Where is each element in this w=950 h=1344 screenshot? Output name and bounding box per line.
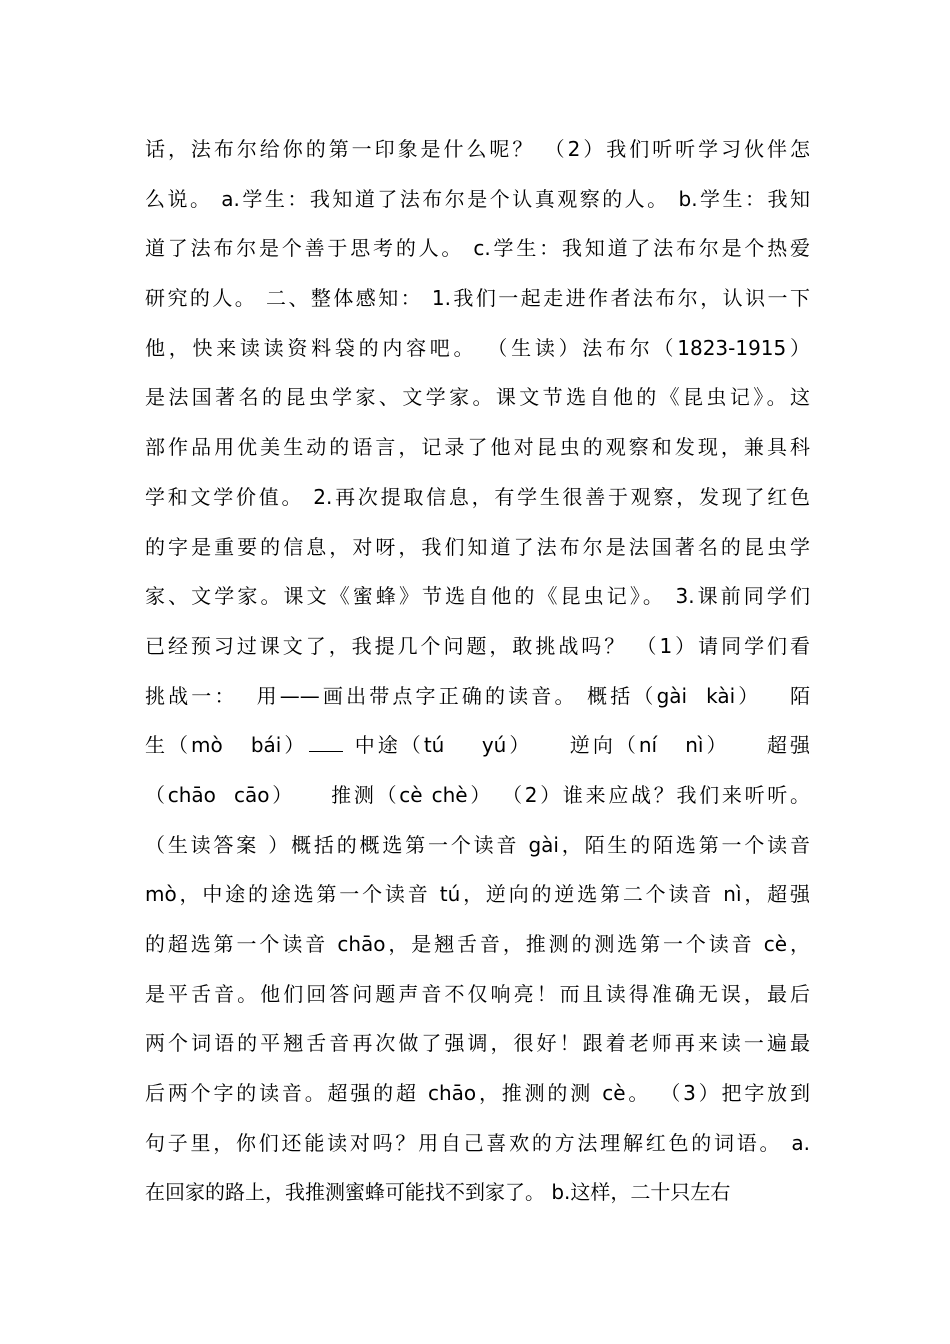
text-line-17: 的超选第一个读音 chāo，是翘舌音，推测的测选第一个读音 cè， [145,932,810,956]
text-line-4: 研究的人。 二、整体感知： 1.我们一起走进作者法布尔，认识一下 [145,286,810,311]
text-line-14: （chāo cāo） 推测（cè chè） （2）谁来应战？我们来听听。 [145,782,810,807]
text-line-20: 后两个字的读音。超强的超 chāo，推测的测 cè。 （3）把字放到 [145,1081,810,1106]
text-line-3: 道了法布尔是个善于思考的人。 c.学生：我知道了法布尔是个热爱 [145,236,810,261]
text-line-15: （生读答案 ）概括的概选第一个读音 gài，陌生的陌选第一个读音 [145,832,810,857]
text-line-18: 是平舌音。他们回答问题声音不仅响亮！而且读得准确无误，最后 [145,981,810,1006]
text-line-1: 话，法布尔给你的第一印象是什么呢？ （2）我们听听学习伙伴怎 [145,137,810,161]
text-line-2: 么说。 a.学生：我知道了法布尔是个认真观察的人。 b.学生：我知 [145,186,810,211]
text-line-5: 他，快来读读资料袋的内容吧。 （生读）法布尔（1823-1915） [145,335,810,360]
text-line-21: 句子里，你们还能读对吗？用自己喜欢的方法理解红色的词语。 a. [145,1130,810,1155]
text-line-13 [145,721,810,771]
text-line-11: 已经预习过课文了，我提几个问题，敢挑战吗？ （1）请同学们看 [145,633,810,658]
text-line-8: 学和文学价值。 2.再次提取信息，有学生很善于观察，发现了红色 [145,484,810,509]
text-line-22: 在回家的路上，我推测蜜蜂可能找不到家了。 b.这样，二十只左右 [145,1180,731,1205]
text-line-10: 家、文学家。课文《蜜蜂》节选自他的《昆虫记》。 3.课前同学们 [145,584,810,609]
line-13-after-blank: 中途（tú yú） 逆向（ní nì） 超强 [345,733,810,758]
text-line-9: 的字是重要的信息，对呀，我们知道了法布尔是法国著名的昆虫学 [145,534,810,559]
text-line-7: 部作品用优美生动的语言，记录了他对昆虫的观察和发现，兼具科 [145,435,810,460]
text-line-19: 两个词语的平翘舌音再次做了强调，很好！跟着老师再来读一遍最 [145,1031,810,1056]
text-line-12: 挑战一： 用——画出带点字正确的读音。 概括（gài kài） 陌 [145,683,810,708]
body-text [145,125,810,1218]
text-line-16: mò，中途的途选第一个读音 tú，逆向的逆选第二个读音 nì，超强 [145,882,810,907]
text-line-6: 是法国著名的昆虫学家、文学家。课文节选自他的《昆虫记》。这 [145,385,810,410]
line-13-before-blank: 生（mò bái） [145,733,308,758]
fill-in-blank [309,735,343,752]
